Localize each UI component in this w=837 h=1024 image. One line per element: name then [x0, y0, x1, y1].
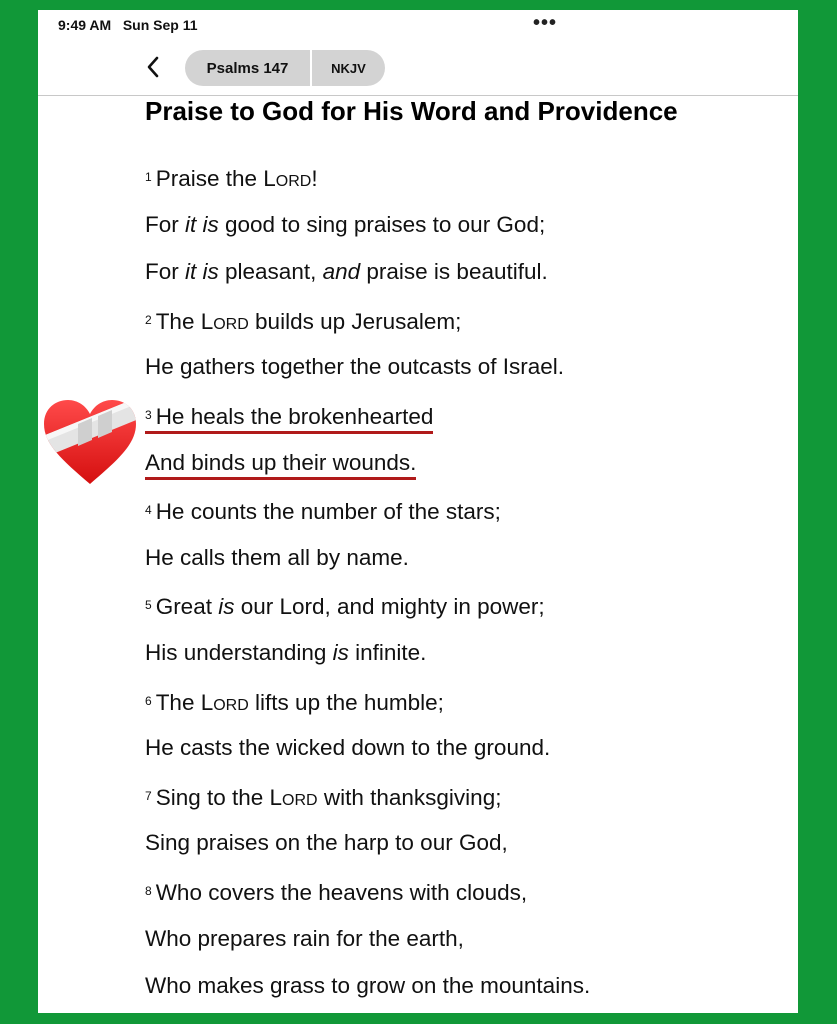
- verse-text: He counts the number of the stars;: [155, 499, 501, 525]
- verse-text: with thanksgiving;: [317, 784, 502, 810]
- verse-7-line-1: [145, 779, 785, 827]
- verse-5-line-2: [145, 636, 785, 684]
- verse-number: 3: [145, 407, 152, 422]
- book-chapter-button[interactable]: Psalms 147: [206, 59, 289, 77]
- divine-name: Lord: [200, 308, 249, 334]
- verse-1-line-3: [145, 255, 785, 303]
- version-button[interactable]: NKJV: [331, 60, 366, 76]
- status-date: Sun Sep 11: [122, 17, 198, 33]
- italic-word: is: [218, 594, 235, 620]
- verse-3-line-1[interactable]: [145, 398, 785, 446]
- verse-text: Who makes grass to grow on the mountains.: [145, 973, 591, 999]
- verse-text: For: [145, 259, 186, 285]
- more-options-icon[interactable]: •••: [533, 12, 558, 34]
- verse-text: good to sing praises to our God;: [218, 211, 546, 237]
- verse-number: 4: [145, 503, 152, 518]
- verse-text: The: [155, 308, 201, 334]
- verse-8-line-1: [145, 874, 785, 922]
- verse-2-line-2: [145, 350, 785, 398]
- verse-text: builds up Jerusalem;: [248, 308, 462, 334]
- italic-word: it is: [185, 259, 219, 285]
- verse-8-line-3: [145, 969, 785, 1013]
- status-bar: [38, 10, 798, 38]
- verse-1-line-2: [145, 208, 785, 256]
- verse-text: Sing to the: [155, 784, 270, 810]
- verse-2-line-1: [145, 303, 785, 351]
- verse-number: 6: [145, 693, 152, 708]
- verse-text: !: [311, 166, 318, 191]
- verse-text: Who prepares rain for the earth,: [145, 925, 464, 951]
- verse-1-line-1: [145, 160, 785, 208]
- verse-text: Who covers the heavens with clouds,: [155, 879, 528, 905]
- highlighted-verse[interactable]: [145, 404, 433, 434]
- navigation-bar: [38, 38, 798, 96]
- verse-text: For: [145, 211, 186, 237]
- italic-word: and: [322, 259, 361, 285]
- highlighted-verse[interactable]: And binds up their wounds.: [145, 450, 416, 480]
- verse-text: The: [155, 689, 201, 715]
- status-clock: 9:49 AM: [58, 17, 112, 33]
- verse-text: praise is beautiful.: [360, 259, 548, 285]
- verse-text: pleasant,: [218, 259, 323, 285]
- chevron-left-icon: [146, 56, 160, 78]
- section-heading: Praise to God for His Word and Providence: [145, 96, 678, 126]
- verse-text: our Lord, and mighty in power;: [234, 594, 545, 620]
- back-button[interactable]: [138, 52, 168, 82]
- verse-8-line-2: [145, 922, 785, 970]
- verse-list: [145, 160, 785, 1013]
- verse-text: He casts the wicked down to the ground.: [145, 735, 551, 761]
- verse-text: He gathers together the outcasts of Israel.: [145, 354, 564, 380]
- mending-heart-icon: [42, 398, 138, 488]
- verse-4-line-1: [145, 493, 785, 541]
- divine-name: Lord: [200, 689, 249, 715]
- verse-5-line-1: [145, 588, 785, 636]
- verse-number: 1: [145, 170, 152, 184]
- verse-text: His understanding: [145, 639, 333, 665]
- bible-app-screen: [38, 10, 798, 1013]
- verse-number: 5: [145, 598, 152, 613]
- verse-text: Sing praises on the harp to our God,: [145, 830, 508, 856]
- verse-text: Praise the: [155, 166, 264, 191]
- verse-text: He calls them all by name.: [145, 544, 409, 570]
- verse-number: 2: [145, 312, 152, 327]
- status-time: [58, 17, 198, 33]
- verse-number: 7: [145, 788, 152, 803]
- divine-name: Lord: [263, 166, 312, 191]
- verse-6-line-1: [145, 684, 785, 732]
- passage-selector: [185, 50, 385, 86]
- verse-number: 8: [145, 883, 152, 898]
- verse-3-line-2[interactable]: [145, 446, 785, 494]
- divine-name: Lord: [269, 784, 318, 810]
- verse-text: infinite.: [348, 639, 427, 665]
- verse-text: Great: [155, 594, 219, 620]
- italic-word: is: [332, 639, 349, 665]
- verse-text: lifts up the humble;: [248, 689, 444, 715]
- verse-6-line-2: [145, 731, 785, 779]
- verse-7-line-2: [145, 826, 785, 874]
- verse-4-line-2: [145, 541, 785, 589]
- italic-word: it is: [185, 211, 219, 237]
- verse-text: He heals the brokenhearted: [155, 403, 434, 429]
